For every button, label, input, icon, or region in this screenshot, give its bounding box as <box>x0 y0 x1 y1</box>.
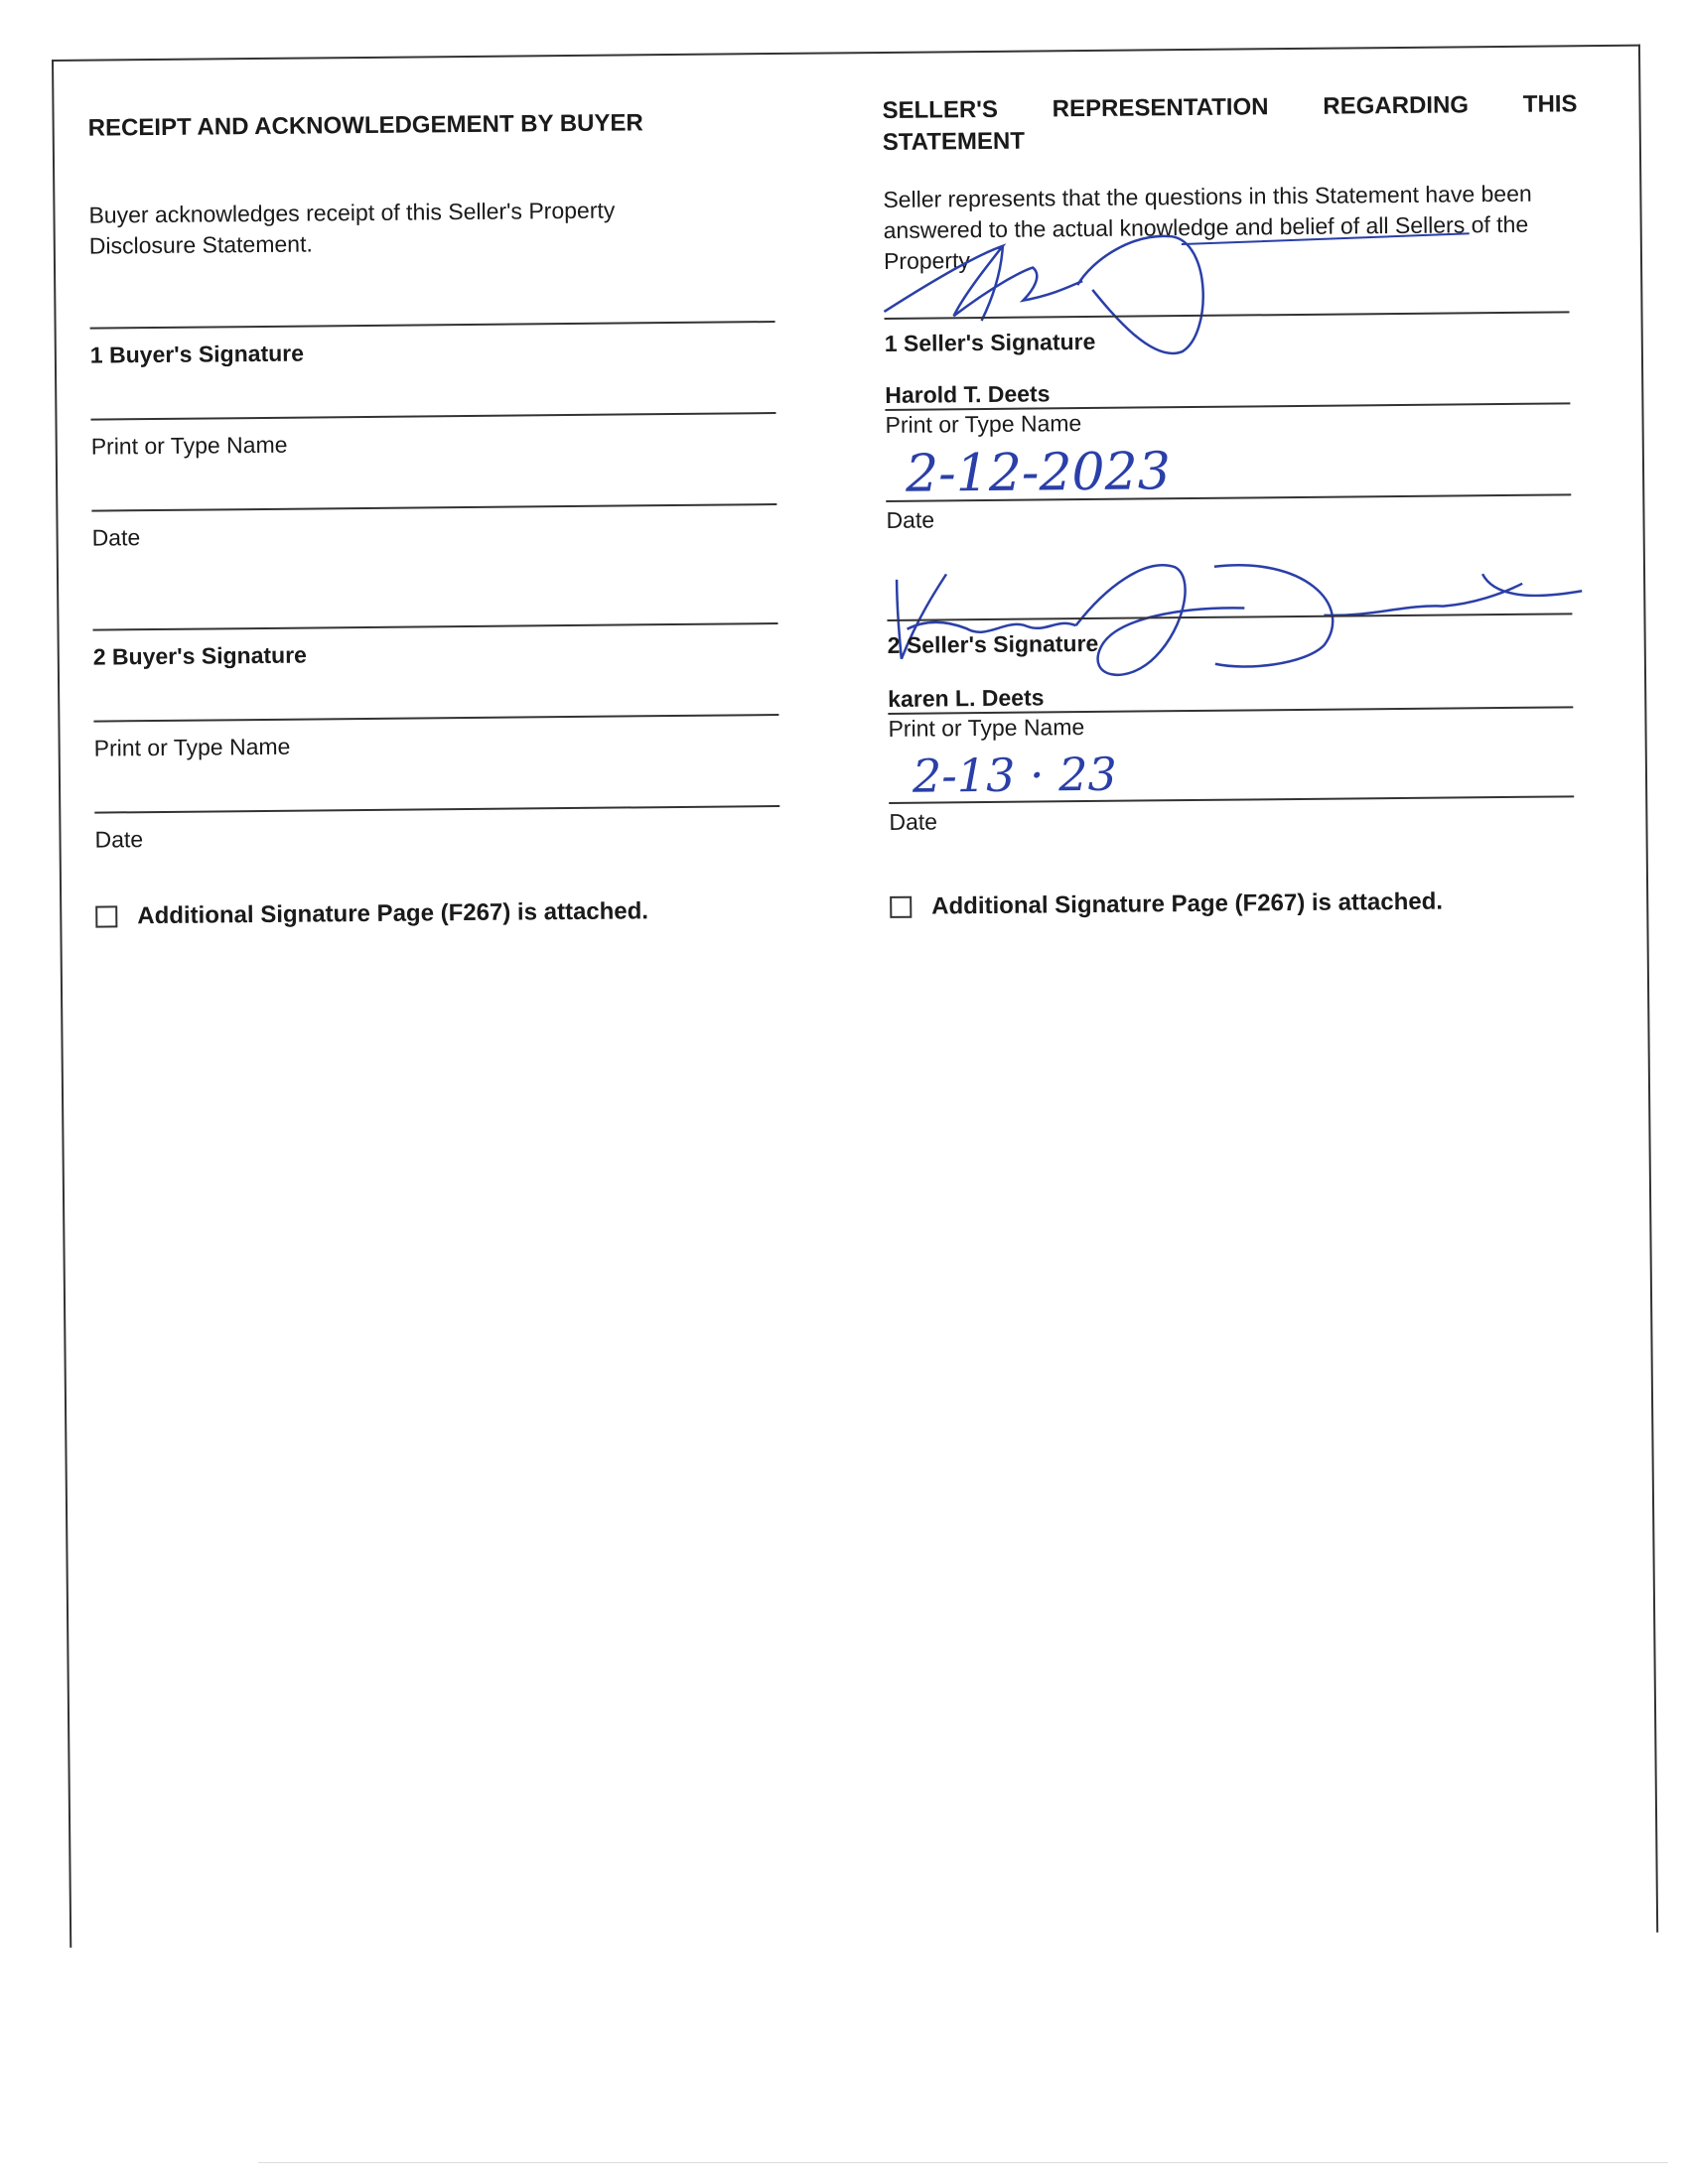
buyer-1-signature-label: 1 Buyer's Signature <box>89 340 305 368</box>
seller-heading-line2: STATEMENT <box>882 127 1026 156</box>
buyer-2-signature-line[interactable] <box>93 622 778 631</box>
buyer-2-signature-label: 2 Buyer's Signature <box>92 641 308 670</box>
buyer-additional-page-label: Additional Signature Page (F267) is attached. <box>137 897 649 930</box>
seller-additional-page-label: Additional Signature Page (F267) is attached. <box>931 887 1444 920</box>
buyer-section <box>87 55 782 930</box>
buyer-heading: RECEIPT AND ACKNOWLEDGEMENT BY BUYER <box>87 109 643 142</box>
buyer-1-signature-line[interactable] <box>90 321 775 330</box>
seller-representation-text: Seller represents that the questions in this Statement have been answered to the actual knowledge and belief of all Sellers of the Property <box>883 180 1532 274</box>
buyer-2-date-line[interactable] <box>94 805 779 814</box>
buyer-2-name-label: Print or Type Name <box>93 733 291 761</box>
seller-1-date-value: 2-12-2023 <box>905 442 1172 504</box>
buyer-additional-page-row <box>95 897 648 930</box>
buyer-1-name-label: Print or Type Name <box>90 431 288 460</box>
seller-1-date-label: Date <box>886 506 935 533</box>
seller-2-name-label: Print or Type Name <box>888 714 1085 742</box>
seller-2-name-value: karen L. Deets <box>888 684 1045 712</box>
seller-2-handwritten-signature <box>887 543 1603 699</box>
buyer-2-name-line[interactable] <box>93 714 778 723</box>
seller-section <box>882 47 1578 920</box>
seller-2-date-value: 2-13 · 23 <box>912 747 1117 803</box>
buyer-1-date-label: Date <box>91 524 141 551</box>
seller-additional-page-checkbox[interactable] <box>890 896 912 918</box>
seller-1-signature-label: 1 Seller's Signature <box>884 328 1096 356</box>
scan-edge-line <box>258 2162 1668 2163</box>
seller-1-name-value: Harold T. Deets <box>885 380 1051 408</box>
seller-additional-page-row <box>890 888 1443 921</box>
buyer-acknowledgement-text: Buyer acknowledges receipt of this Seller's Property Disclosure Statement. <box>88 197 616 259</box>
disclosure-form <box>52 45 1658 1948</box>
seller-1-name-label: Print or Type Name <box>885 410 1082 438</box>
seller-heading-line1: SELLER'S REPRESENTATION REGARDING THIS <box>882 90 1578 124</box>
buyer-additional-page-checkbox[interactable] <box>95 905 117 927</box>
seller-2-signature-label: 2 Seller's Signature <box>887 629 1099 658</box>
seller-2-date-label: Date <box>889 808 938 835</box>
buyer-1-name-line[interactable] <box>90 412 775 421</box>
buyer-1-date-line[interactable] <box>91 503 776 512</box>
buyer-2-date-label: Date <box>94 826 144 853</box>
